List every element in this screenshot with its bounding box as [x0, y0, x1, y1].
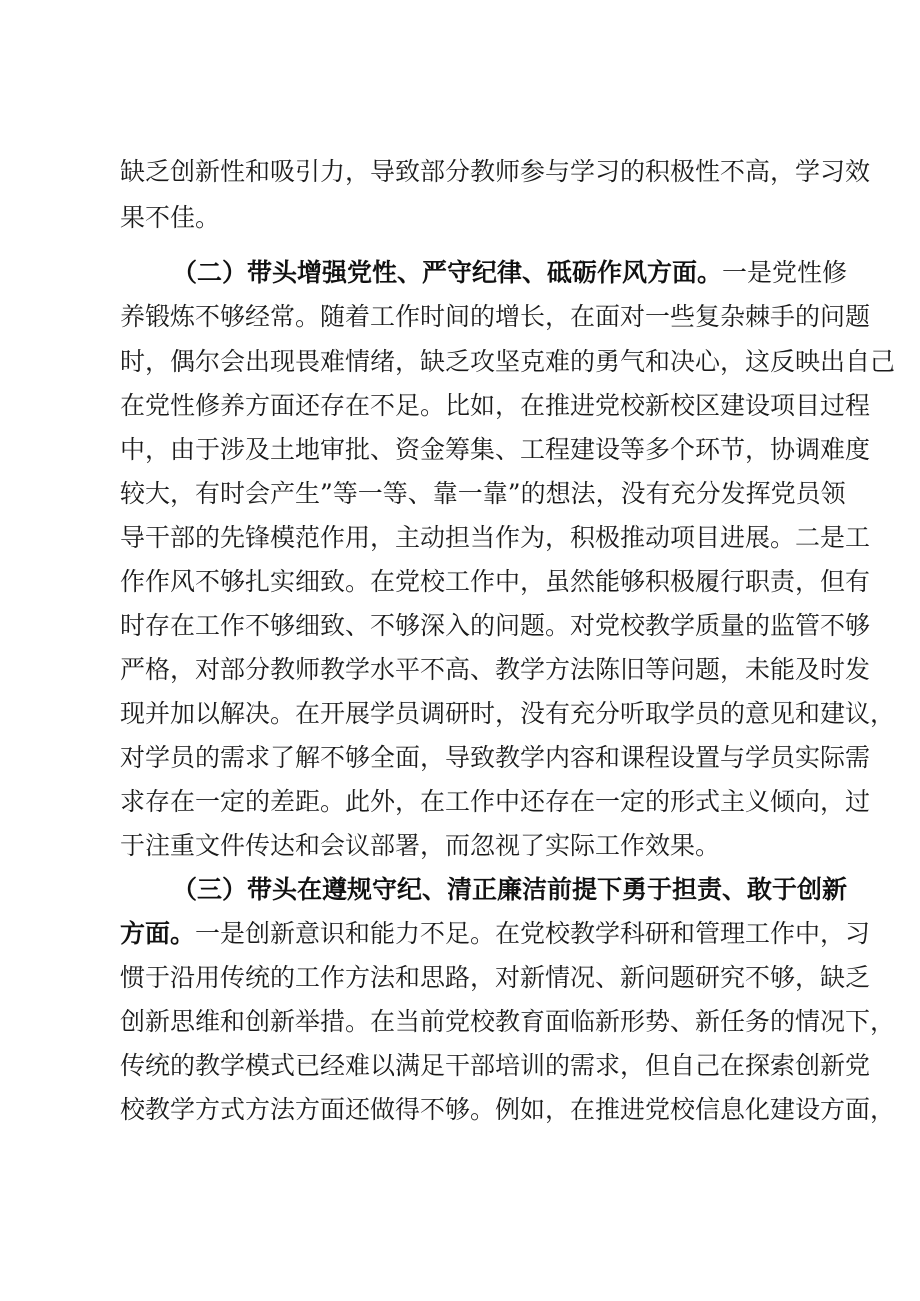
- line-text: 校教学方式方法方面还做得不够。例如，在推进党校信息化建设方面，: [120, 1095, 896, 1124]
- section-heading-line: [120, 918, 871, 950]
- body-line: [120, 1006, 896, 1038]
- line-text: 在党性修养方面还存在不足。比如，在推进党校新校区建设项目过程: [120, 391, 871, 420]
- line-text: 时存在工作不够细致、不够深入的问题。对党校教学质量的监管不够: [120, 611, 871, 640]
- body-line: [120, 566, 871, 598]
- body-line: [120, 434, 871, 466]
- body-line: [120, 830, 820, 862]
- line-text: 时，偶尔会出现畏难情绪，缺乏攻坚克难的勇气和决心，这反映出自己: [120, 347, 896, 376]
- line-text: 作作风不够扎实细致。在党校工作中，虽然能够积极履行职责，但有: [120, 567, 871, 596]
- line-text: 创新思维和创新举措。在当前党校教育面临新形势、新任务的情况下，: [120, 1007, 896, 1036]
- body-line: [120, 742, 871, 774]
- line-text: 果不佳。: [120, 203, 221, 232]
- body-line: [120, 698, 896, 730]
- body-line: [120, 786, 871, 818]
- line-text: 一是创新意识和能力不足。在党校教学科研和管理工作中，习: [195, 919, 871, 948]
- body-line: [120, 156, 871, 188]
- line-text: 惯于沿用传统的工作方法和思路，对新情况、新问题研究不够，缺乏: [120, 963, 871, 992]
- body-line: [120, 1050, 871, 1082]
- line-text: 现并加以解决。在开展学员调研时，没有充分听取学员的意见和建议，: [120, 699, 896, 728]
- section-heading-2: （二）带头增强党性、严守纪律、砥砺作风方面。: [172, 258, 723, 287]
- body-line: [120, 962, 871, 994]
- line-text: 养锻炼不够经常。随着工作时间的增长，在面对一些复杂棘手的问题: [120, 302, 871, 331]
- body-line: [120, 610, 871, 642]
- line-text: 严格，对部分教师教学水平不高、教学方法陈旧等问题，未能及时发: [120, 655, 871, 684]
- line-text: 缺乏创新性和吸引力，导致部分教师参与学习的积极性不高，学习效: [120, 157, 871, 186]
- line-text: 一是党性修: [722, 258, 848, 287]
- body-line: [120, 301, 871, 333]
- body-line: [120, 1094, 896, 1126]
- line-text: 导干部的先锋模范作用，主动担当作为，积极推动项目进展。二是工: [120, 523, 871, 552]
- body-line: [120, 346, 896, 378]
- line-text: 较大，有时会产生”等一等、靠一靠”的想法，没有充分发挥党员领: [120, 479, 846, 508]
- section-heading-3: （三）带头在遵规守纪、清正廉洁前提下勇于担责、敢于创新: [172, 875, 848, 904]
- section-heading-line: [172, 874, 848, 906]
- body-line: [120, 478, 846, 510]
- body-line: [120, 522, 871, 554]
- line-text: 传统的教学模式已经难以满足干部培训的需求，但自己在探索创新党: [120, 1051, 871, 1080]
- section-heading-3-cont: 方面。: [120, 919, 196, 948]
- body-line: [120, 202, 820, 234]
- line-text: 中，由于涉及土地审批、资金筹集、工程建设等多个环节，协调难度: [120, 435, 871, 464]
- body-line: [120, 390, 871, 422]
- line-text: 求存在一定的差距。此外，在工作中还存在一定的形式主义倾向，过: [120, 787, 871, 816]
- line-text: 于注重文件传达和会议部署，而忽视了实际工作效果。: [120, 831, 721, 860]
- section-heading-line: [172, 257, 848, 289]
- line-text: 对学员的需求了解不够全面，导致教学内容和课程设置与学员实际需: [120, 743, 871, 772]
- body-line: [120, 654, 871, 686]
